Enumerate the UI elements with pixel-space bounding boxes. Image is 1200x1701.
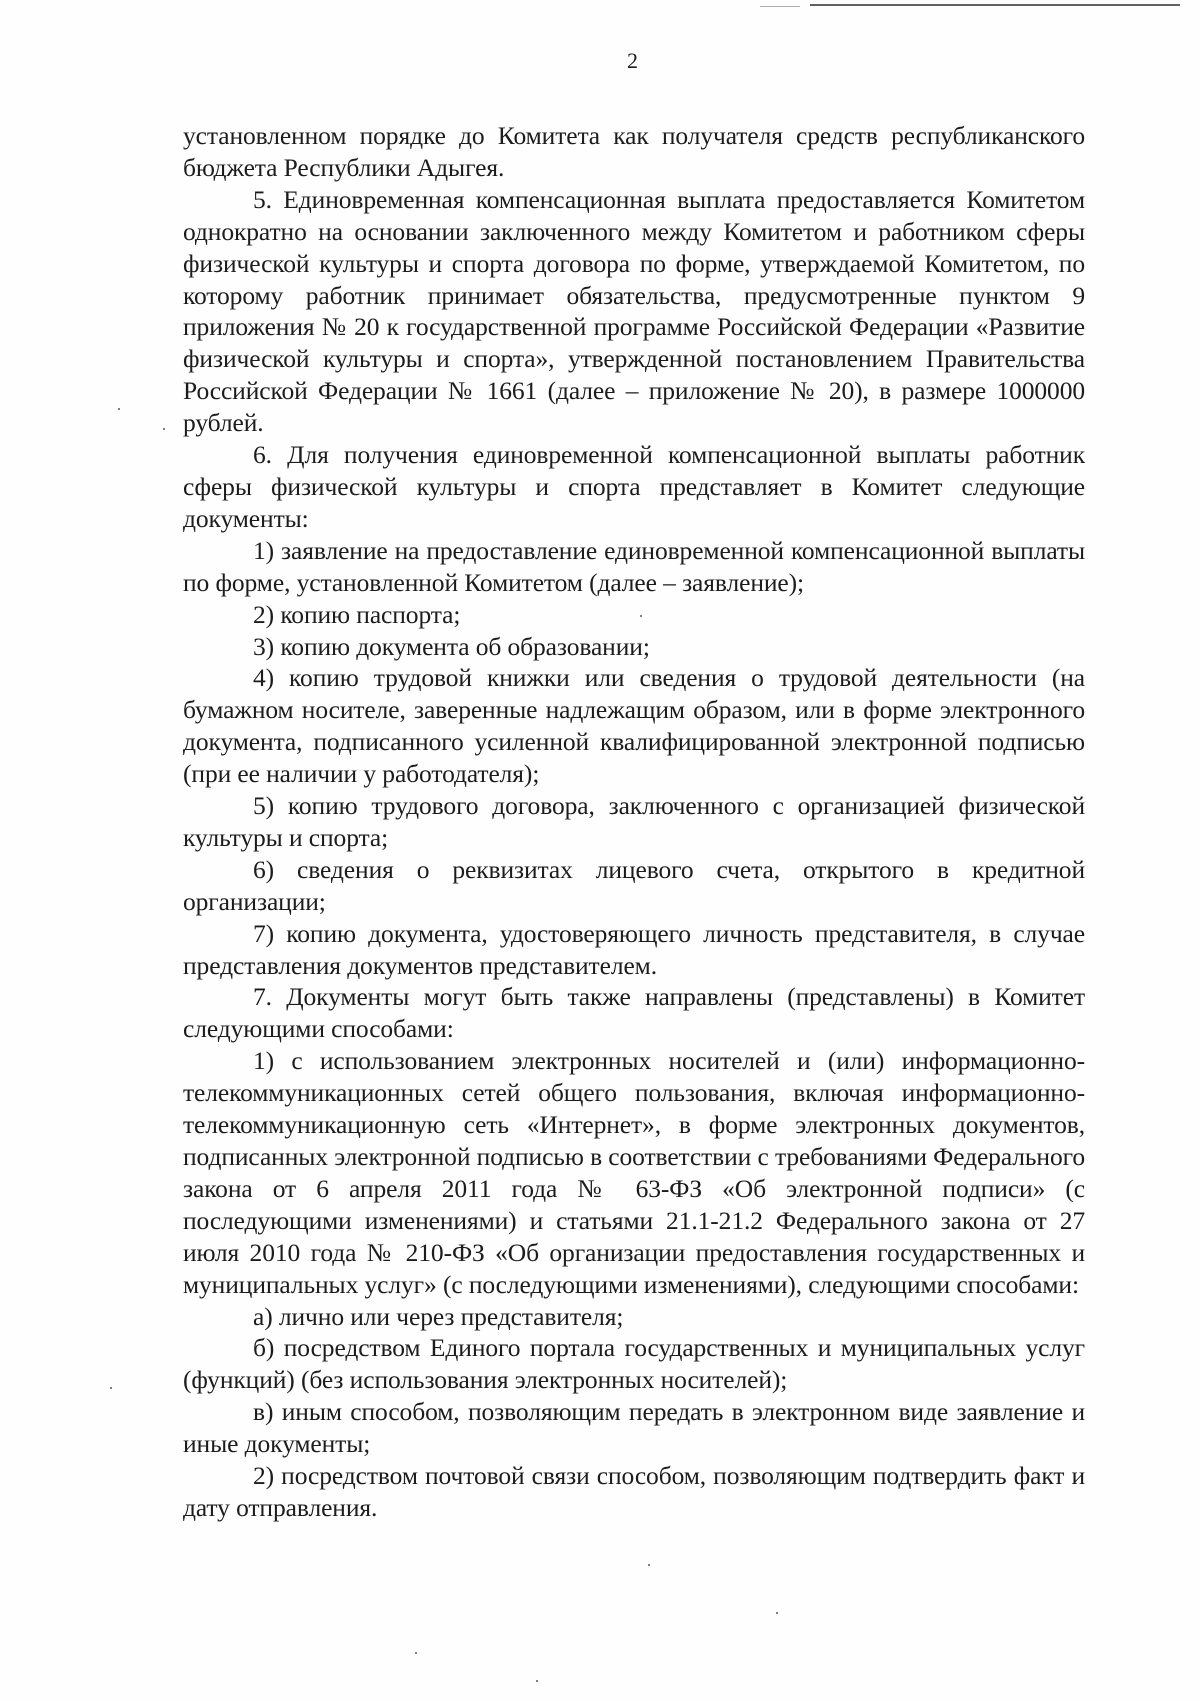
scan-speck bbox=[536, 1680, 538, 1682]
list-item-6-2: 2) копию паспорта; bbox=[253, 599, 461, 629]
scan-speck bbox=[640, 615, 642, 617]
paragraph-clause-7: 7. Документы могут быть также направлены (представлены) в Комитет следующими способами: bbox=[183, 982, 1085, 1044]
list-item-6-5: 5) копию трудового договора, заключенного с организацией физической культуры и спорта; bbox=[183, 791, 1085, 852]
list-item-6-7: 7) копию документа, удостоверяющего личность представителя, в случае представления документов представителем. bbox=[183, 918, 1085, 980]
scan-speck bbox=[648, 1564, 650, 1566]
scan-speck bbox=[110, 1387, 112, 1389]
list-item-6-1: 1) заявление на предоставление единовременной компенсационной выплаты по форме, установленной Комитетом (далее – заявление); bbox=[183, 535, 1085, 597]
scan-speck bbox=[163, 428, 165, 430]
list-item-7-1: 1) с использованием электронных носителей и (или) информационно-телекоммуникационных сетей общего пользования, включая информационно-телекоммуникационную сеть «Интернет», в форме электронных документов, подписанных электронной подписью в соответствии с требованиями Федерального закона от 6 апреля 2011 года № 63-ФЗ «Об электронной подписи» (с последующими изменениями) и статьями 21.1-21.2 Федерального закона от 27 июля 2010 года № 210-ФЗ «Об организации предоставления государственных и муниципальных услуг» (с последующими изменениями), следующими способами: bbox=[183, 1046, 1085, 1299]
scan-speck bbox=[776, 1612, 778, 1614]
list-item-6-6: 6) сведения о реквизитах лицевого счета, открытого в кредитной организации; bbox=[183, 854, 1085, 916]
scan-speck bbox=[118, 408, 120, 410]
list-item-7-2: 2) посредством почтовой связи способом, позволяющим подтвердить факт и дату отправления. bbox=[183, 1461, 1085, 1522]
scan-artifact-line bbox=[810, 4, 1180, 6]
list-item-7-1-b: б) посредством Единого портала государственных и муниципальных услуг (функций) (без использования электронных носителей); bbox=[183, 1333, 1085, 1395]
page-number: 2 bbox=[627, 48, 638, 73]
scan-speck bbox=[415, 1652, 417, 1654]
list-item-6-3: 3) копию документа об образовании; bbox=[253, 631, 650, 661]
paragraph-continuation: установленном порядке до Комитета как получателя средств республиканского бюджета Республики Адыгея. bbox=[183, 121, 1085, 182]
paragraph-clause-5: 5. Единовременная компенсационная выплата предоставляется Комитетом однократно на основании заключенного между Комитетом и работником сферы физической культуры и спорта договора по форме, утверждаемой Комитетом, по которому работник принимает обязательства, предусмотренные пунктом 9 приложения № 20 к государственной программе Российской Федерации «Развитие физической культуры и спорта», утвержденной постановлением Правительства Российской Федерации № 1661 (далее – приложение № 20), в размере 1000000 рублей. bbox=[183, 184, 1085, 438]
paragraph-clause-6: 6. Для получения единовременной компенсационной выплаты работник сферы физической культуры и спорта представляет в Комитет следующие документы: bbox=[183, 440, 1085, 533]
scan-artifact-line-short bbox=[760, 6, 800, 7]
list-item-7-1-a: а) лично или через представителя; bbox=[253, 1301, 624, 1331]
document-body bbox=[183, 120, 1085, 1524]
list-item-6-4: 4) копию трудовой книжки или сведения о трудовой деятельности (на бумажном носителе, заверенные надлежащим образом, или в форме электронного документа, подписанного усиленной квалифицированной электронной подписью (при ее наличии у работодателя); bbox=[183, 663, 1085, 789]
list-item-7-1-c: в) иным способом, позволяющим передать в электронном виде заявление и иные документы; bbox=[183, 1397, 1085, 1459]
